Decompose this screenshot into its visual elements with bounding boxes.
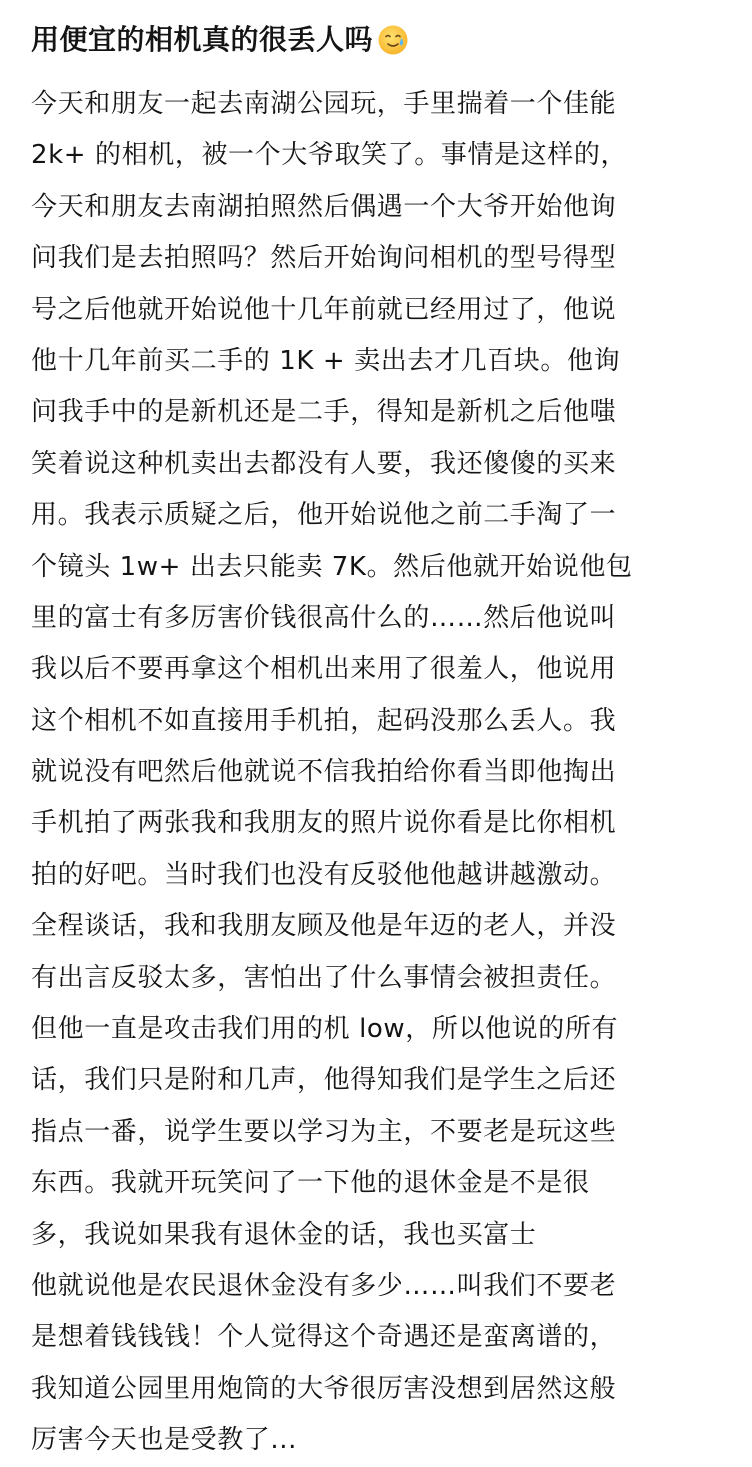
body-line: 今天和朋友去南湖拍照然后偶遇一个大爷开始他询 xyxy=(31,191,617,222)
body-line: 今天和朋友一起去南湖公园玩，手里揣着一个佳能 xyxy=(31,89,617,119)
body-line: 问我手中的是新机还是二手，得知是新机之后他嗤 xyxy=(31,397,617,428)
body-line: 用。我表示质疑之后，他开始说他之前二手淘了一 xyxy=(31,500,617,531)
body-line: 指点一番，说学生要以学习为主，不要老是玩这些 xyxy=(31,1116,617,1147)
body-line: 问我们是去拍照吗？然后开始询问相机的型号得型 xyxy=(31,243,617,274)
post-body xyxy=(31,79,731,1467)
body-line: 手机拍了两张我和我朋友的照片说你看是比你相机 xyxy=(31,808,617,839)
body-line: 多，我说如果我有退休金的话，我也买富士 xyxy=(31,1219,537,1250)
body-line: 他十几年前买二手的 1K + 卖出去才几百块。他询 xyxy=(31,345,621,376)
body-line: 但他一直是攻击我们用的机 low，所以他说的所有 xyxy=(31,1014,619,1045)
crying-smile-emoji-icon xyxy=(377,24,409,56)
body-line: 他就说他是农民退休金没有多少……叫我们不要老 xyxy=(31,1270,617,1301)
body-line: 就说没有吧然后他就说不信我拍给你看当即他掏出 xyxy=(31,757,617,788)
body-line: 话，我们只是附和几声，他得知我们是学生之后还 xyxy=(31,1065,617,1096)
body-line: 笑着说这种机卖出去都没有人要，我还傻傻的买来 xyxy=(31,448,617,479)
body-line: 我以后不要再拿这个相机出来用了很羞人，他说用 xyxy=(31,654,617,685)
body-line: 我知道公园里用炮筒的大爷很厉害没想到居然这般 xyxy=(31,1373,617,1404)
body-line: 2k+ 的相机，被一个大爷取笑了。事情是这样的， xyxy=(31,140,628,171)
body-line: 里的富士有多厉害价钱很高什么的……然后他说叫 xyxy=(31,602,617,633)
body-line: 东西。我就开玩笑问了一下他的退休金是不是很 xyxy=(31,1168,590,1199)
post-title-row xyxy=(31,14,409,66)
post-title: 用便宜的相机真的很丢人吗 xyxy=(31,23,374,56)
body-line: 是想着钱钱钱！个人觉得这个奇遇还是蛮离谱的， xyxy=(31,1322,617,1353)
body-line: 号之后他就开始说他十几年前就已经用过了，他说 xyxy=(31,294,617,325)
body-line: 这个相机不如直接用手机拍，起码没那么丢人。我 xyxy=(31,705,617,736)
body-line: 有出言反驳太多，害怕出了什么事情会被担责任。 xyxy=(31,962,617,993)
body-line: 拍的好吧。当时我们也没有反驳他他越讲越激动。 xyxy=(31,859,617,890)
body-line: 个镜头 1w+ 出去只能卖 7K。然后他就开始说他包 xyxy=(31,551,633,582)
body-line: 全程谈话，我和我朋友顾及他是年迈的老人，并没 xyxy=(31,911,617,942)
body-line: 厉害今天也是受教了... xyxy=(31,1425,297,1456)
